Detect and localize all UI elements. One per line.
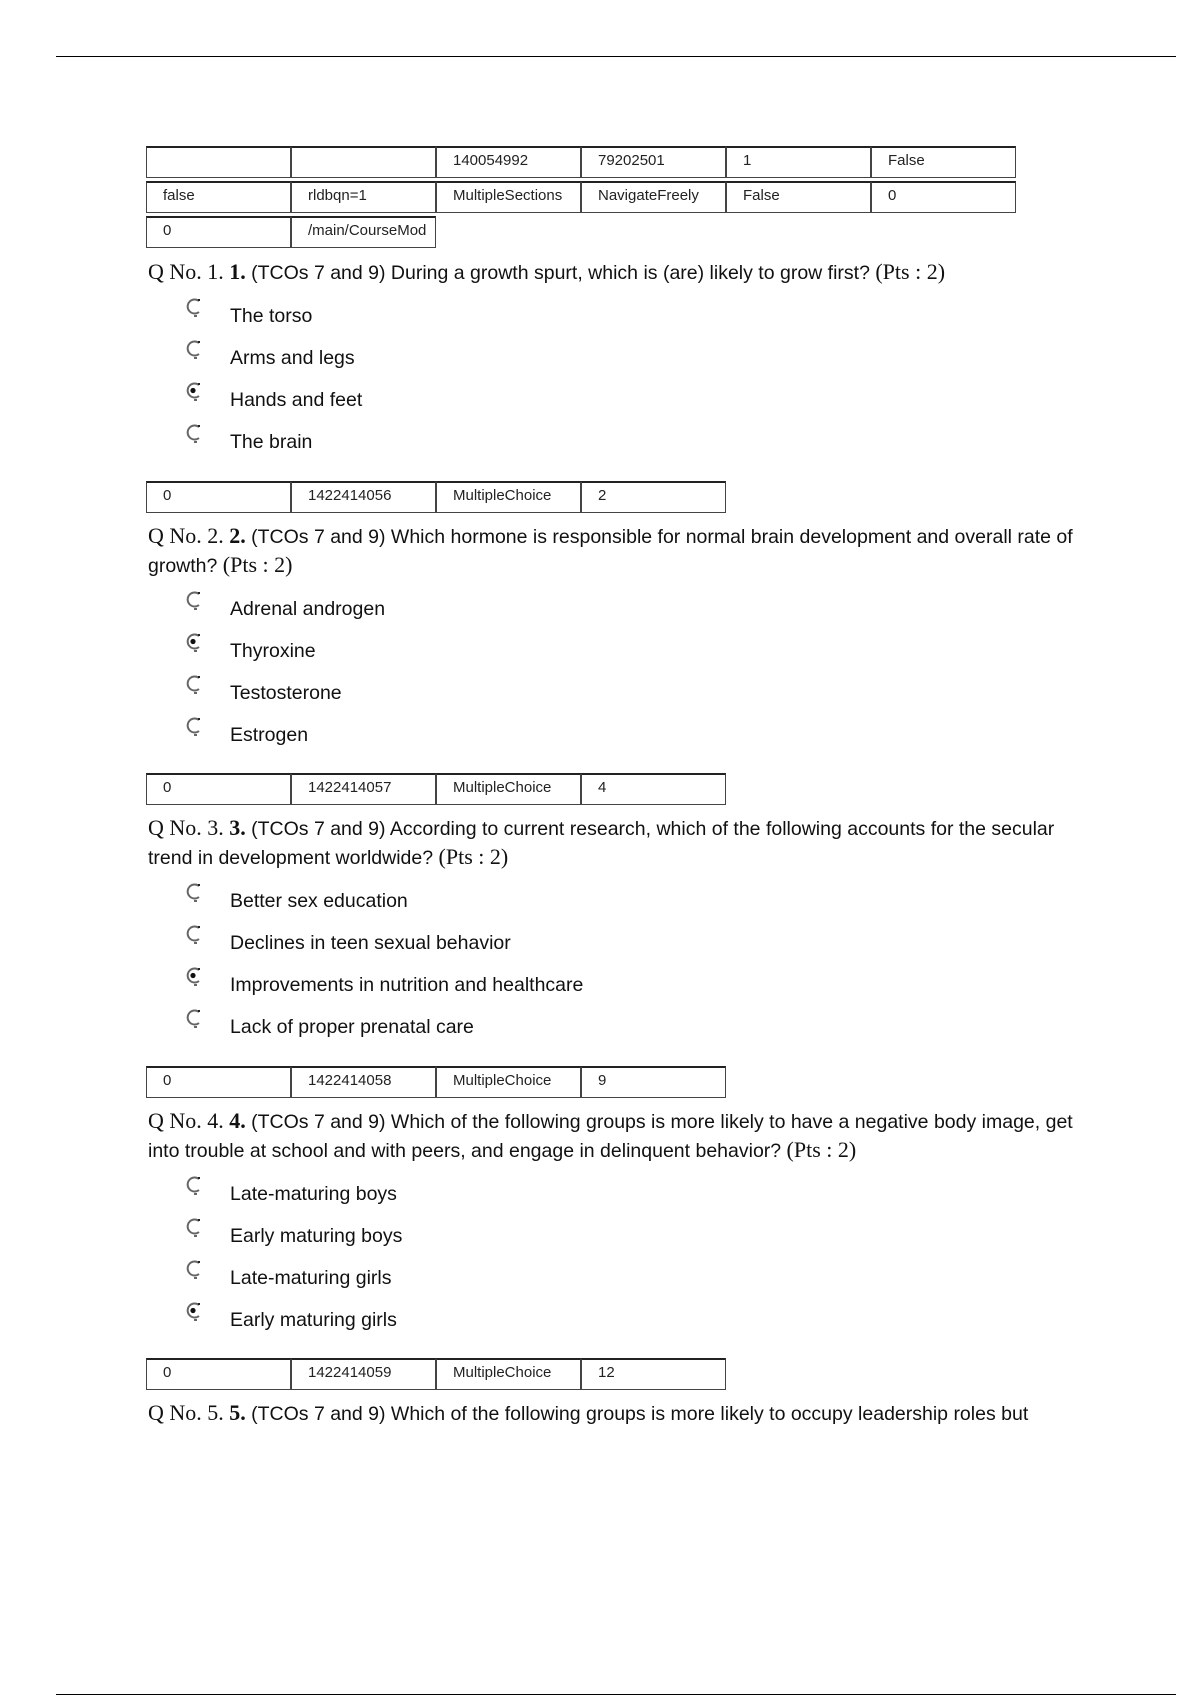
question-text: (TCOs 7 and 9) According to current research, which of the following accounts for the secular trend in development worldwide? xyxy=(148,818,1055,869)
option-item[interactable] xyxy=(184,711,385,753)
meta-cell: 9 xyxy=(581,1066,726,1098)
header-table-row-2 xyxy=(146,181,1016,213)
option-label: Early maturing girls xyxy=(230,1308,397,1331)
question-number: 2. xyxy=(229,523,246,548)
option-item[interactable] xyxy=(184,292,362,334)
option-label: Estrogen xyxy=(230,723,309,746)
radio-icon[interactable] xyxy=(184,924,204,944)
header-cell: NavigateFreely xyxy=(581,181,726,213)
option-item[interactable] xyxy=(184,334,362,376)
top-rule xyxy=(56,56,1176,57)
question-number: 3. xyxy=(229,815,246,840)
meta-cell: MultipleChoice xyxy=(436,773,581,805)
meta-cell: 1422414056 xyxy=(291,481,436,513)
option-item[interactable] xyxy=(184,585,385,627)
option-label: Adrenal androgen xyxy=(230,597,386,620)
question-number: 4. xyxy=(229,1108,246,1133)
option-label: Early maturing boys xyxy=(230,1224,403,1247)
radio-icon[interactable] xyxy=(184,423,204,443)
question-prefix: Q No. 1. xyxy=(148,259,224,284)
header-cell: 0 xyxy=(146,216,291,248)
meta-cell: MultipleChoice xyxy=(436,1358,581,1390)
header-cell xyxy=(146,146,291,178)
meta-cell: 0 xyxy=(146,1066,291,1098)
options-q3 xyxy=(184,877,583,1045)
bottom-rule xyxy=(56,1694,1176,1695)
question-points: (Pts : 2) xyxy=(222,552,293,577)
meta-cell: 0 xyxy=(146,773,291,805)
question-4 xyxy=(148,1107,1088,1165)
header-cell: /main/CourseMod xyxy=(291,216,436,248)
option-label: Late-maturing boys xyxy=(230,1182,397,1205)
question-1 xyxy=(148,258,1088,287)
radio-icon[interactable] xyxy=(184,632,204,652)
radio-icon[interactable] xyxy=(184,1175,204,1195)
option-item[interactable] xyxy=(184,669,385,711)
option-item[interactable] xyxy=(184,877,583,919)
option-item[interactable] xyxy=(184,1170,402,1212)
option-label: Improvements in nutrition and healthcare xyxy=(230,973,584,996)
option-label: Hands and feet xyxy=(230,388,363,411)
header-cell: 79202501 xyxy=(581,146,726,178)
options-q1 xyxy=(184,292,362,460)
question-text: (TCOs 7 and 9) Which of the following groups is more likely to have a negative body image, get into trouble at school and with peers, and engage in delinquent behavior? xyxy=(148,1111,1073,1162)
question-5 xyxy=(148,1399,1088,1428)
question-number: 1. xyxy=(229,259,246,284)
radio-icon[interactable] xyxy=(184,966,204,986)
question-text: (TCOs 7 and 9) Which hormone is responsible for normal brain development and overall rate of growth? xyxy=(148,526,1073,577)
meta-cell: 0 xyxy=(146,481,291,513)
meta-cell: 12 xyxy=(581,1358,726,1390)
option-item[interactable] xyxy=(184,627,385,669)
question-points: (Pts : 2) xyxy=(875,259,946,284)
question-text: (TCOs 7 and 9) Which of the following groups is more likely to occupy leadership roles but xyxy=(251,1403,1029,1425)
question-number: 5. xyxy=(229,1400,246,1425)
radio-icon[interactable] xyxy=(184,882,204,902)
radio-icon[interactable] xyxy=(184,381,204,401)
question-points: (Pts : 2) xyxy=(438,844,509,869)
question-meta-row-2 xyxy=(146,773,726,805)
header-cell: False xyxy=(871,146,1016,178)
meta-cell: 1422414059 xyxy=(291,1358,436,1390)
question-prefix: Q No. 3. xyxy=(148,815,224,840)
option-label: The brain xyxy=(230,430,313,453)
header-table-row-1 xyxy=(146,146,1016,178)
option-label: Declines in teen sexual behavior xyxy=(230,931,511,954)
question-prefix: Q No. 5. xyxy=(148,1400,224,1425)
meta-cell: 2 xyxy=(581,481,726,513)
option-item[interactable] xyxy=(184,418,362,460)
radio-icon[interactable] xyxy=(184,1217,204,1237)
option-label: Testosterone xyxy=(230,681,342,704)
question-prefix: Q No. 4. xyxy=(148,1108,224,1133)
header-cell: MultipleSections xyxy=(436,181,581,213)
question-text: (TCOs 7 and 9) During a growth spurt, which is (are) likely to grow first? xyxy=(251,262,870,284)
meta-cell: 1422414057 xyxy=(291,773,436,805)
option-label: The torso xyxy=(230,304,313,327)
option-item[interactable] xyxy=(184,376,362,418)
options-q4 xyxy=(184,1170,402,1338)
meta-cell: 1422414058 xyxy=(291,1066,436,1098)
question-meta-row-3 xyxy=(146,1066,726,1098)
options-q2 xyxy=(184,585,385,753)
option-item[interactable] xyxy=(184,919,583,961)
option-label: Lack of proper prenatal care xyxy=(230,1015,474,1038)
option-label: Late-maturing girls xyxy=(230,1266,392,1289)
meta-cell: 0 xyxy=(146,1358,291,1390)
question-3 xyxy=(148,814,1088,872)
header-cell: False xyxy=(726,181,871,213)
header-cell: false xyxy=(146,181,291,213)
option-item[interactable] xyxy=(184,961,583,1003)
question-meta-row-1 xyxy=(146,481,726,513)
radio-icon[interactable] xyxy=(184,339,204,359)
option-label: Arms and legs xyxy=(230,346,355,369)
radio-icon[interactable] xyxy=(184,297,204,317)
question-points: (Pts : 2) xyxy=(786,1137,857,1162)
header-cell: 1 xyxy=(726,146,871,178)
option-label: Better sex education xyxy=(230,889,408,912)
meta-cell: MultipleChoice xyxy=(436,481,581,513)
header-cell: 0 xyxy=(871,181,1016,213)
header-cell xyxy=(291,146,436,178)
option-item[interactable] xyxy=(184,1212,402,1254)
question-meta-row-4 xyxy=(146,1358,726,1390)
header-table-row-3 xyxy=(146,216,436,248)
option-label: Thyroxine xyxy=(230,639,316,662)
question-2 xyxy=(148,522,1088,580)
option-item[interactable] xyxy=(184,1003,583,1045)
meta-cell: MultipleChoice xyxy=(436,1066,581,1098)
question-prefix: Q No. 2. xyxy=(148,523,224,548)
radio-icon[interactable] xyxy=(184,1259,204,1279)
radio-icon[interactable] xyxy=(184,1008,204,1028)
radio-icon[interactable] xyxy=(184,1301,204,1321)
option-item[interactable] xyxy=(184,1296,402,1338)
header-cell: 140054992 xyxy=(436,146,581,178)
radio-icon[interactable] xyxy=(184,590,204,610)
meta-cell: 4 xyxy=(581,773,726,805)
radio-icon[interactable] xyxy=(184,674,204,694)
header-cell: rldbqn=1 xyxy=(291,181,436,213)
radio-icon[interactable] xyxy=(184,716,204,736)
option-item[interactable] xyxy=(184,1254,402,1296)
